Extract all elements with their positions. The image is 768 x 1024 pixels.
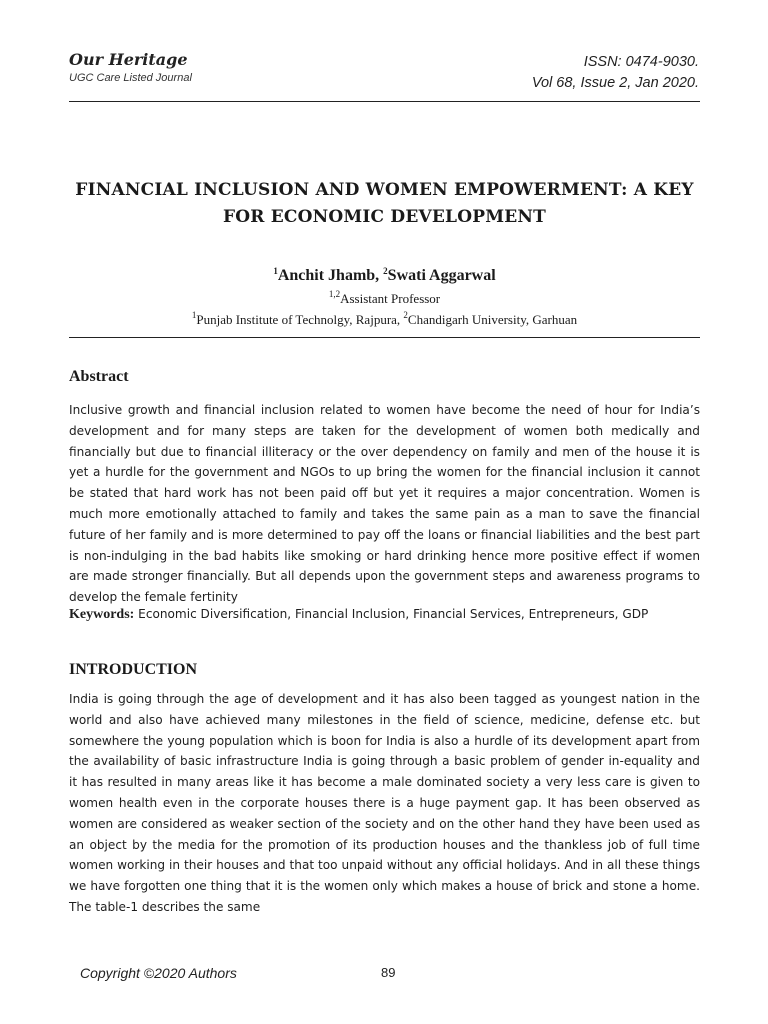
paper-title: FINANCIAL INCLUSION AND WOMEN EMPOWERMENT: A KEY FOR ECONOMIC DEVELOPMENT [75,180,694,227]
introduction-body: India is going through the age of development and it has also been tagged as youngest nation in the world and also have achieved many milestones in the field of science, medicine, defense etc. but somewhere the young population which is boon for India is also a hurdle of its development apart from the availability of basic infrastructure India is going through a basic problem of gender in-equality and it has resulted in many areas like it has become a male dominated society a very less care is given to women health even in the corporate houses there is a huge payment gap. It has been observed as women are considered as weaker section of the society and on the other hand they have been used as an object by the media for the promotion of its production houses and the thankless job of full time women working in their houses and that too unpaid without any official holidays. And in all these things we have forgotten one thing that it is the women only which makes a house of brick and stone a home. The table-1 describes the same [69,692,700,914]
journal-name: Our Heritage [69,50,188,69]
abstract-body: Inclusive growth and financial inclusion related to women have become the need of hour for India’s development and for many steps are taken for the development of women both medically and financially but due to financial illiteracy or the over dependency on family and men of the house it is yet a hurdle for the government and NGOs to up bring the women for the financial inclusion it cannot be stated that hard work has not been paid off but yet it requires a major concentration. Women is much more emotionally attached to family and takes the same pain as a man to save the financial future of her family and is more determined to pay off the loans or financial liabilities and the best part is non-indulging in the bad habits like smoking or hard drinking hence more positive effect if women are made stronger financially. But all depends upon the government steps and awareness programs to develop the female fertinity [69,403,700,605]
author-line [69,266,700,285]
role-sup: 1,2 [328,289,341,299]
issue-info [532,52,699,94]
keywords-line [69,604,700,626]
abstract-heading: Abstract [69,368,129,385]
author-rule [69,337,700,338]
journal-header [69,50,192,84]
keywords-label: Keywords: [69,607,135,622]
journal-subtitle: UGC Care Listed Journal [69,72,192,84]
affil2: Chandigarh University, Garhuan [407,312,578,327]
role-text: Assistant Professor [340,291,441,306]
affil1: Punjab Institute of Technolgy, Rajpura, [196,312,404,327]
author-role [69,289,700,307]
affil2-sup: 2 [403,310,408,320]
affiliations [69,310,700,328]
author1: Anchit Jhamb, [277,267,384,284]
header-rule [69,101,700,102]
copyright-notice: Copyright ©2020 Authors [80,965,237,981]
issn: ISSN: 0474-9030. [583,54,699,70]
page-number: 89 [381,965,396,980]
author2-sup: 2 [383,266,388,276]
keywords-list: Economic Diversification, Financial Inclusion, Financial Services, Entrepreneurs, GDP [134,607,649,621]
volume-issue: Vol 68, Issue 2, Jan 2020. [531,75,699,91]
author1-sup: 1 [273,266,278,276]
affil1-sup: 1 [191,310,197,320]
introduction-heading: INTRODUCTION [69,661,198,678]
author2: Swati Aggarwal [387,267,496,284]
